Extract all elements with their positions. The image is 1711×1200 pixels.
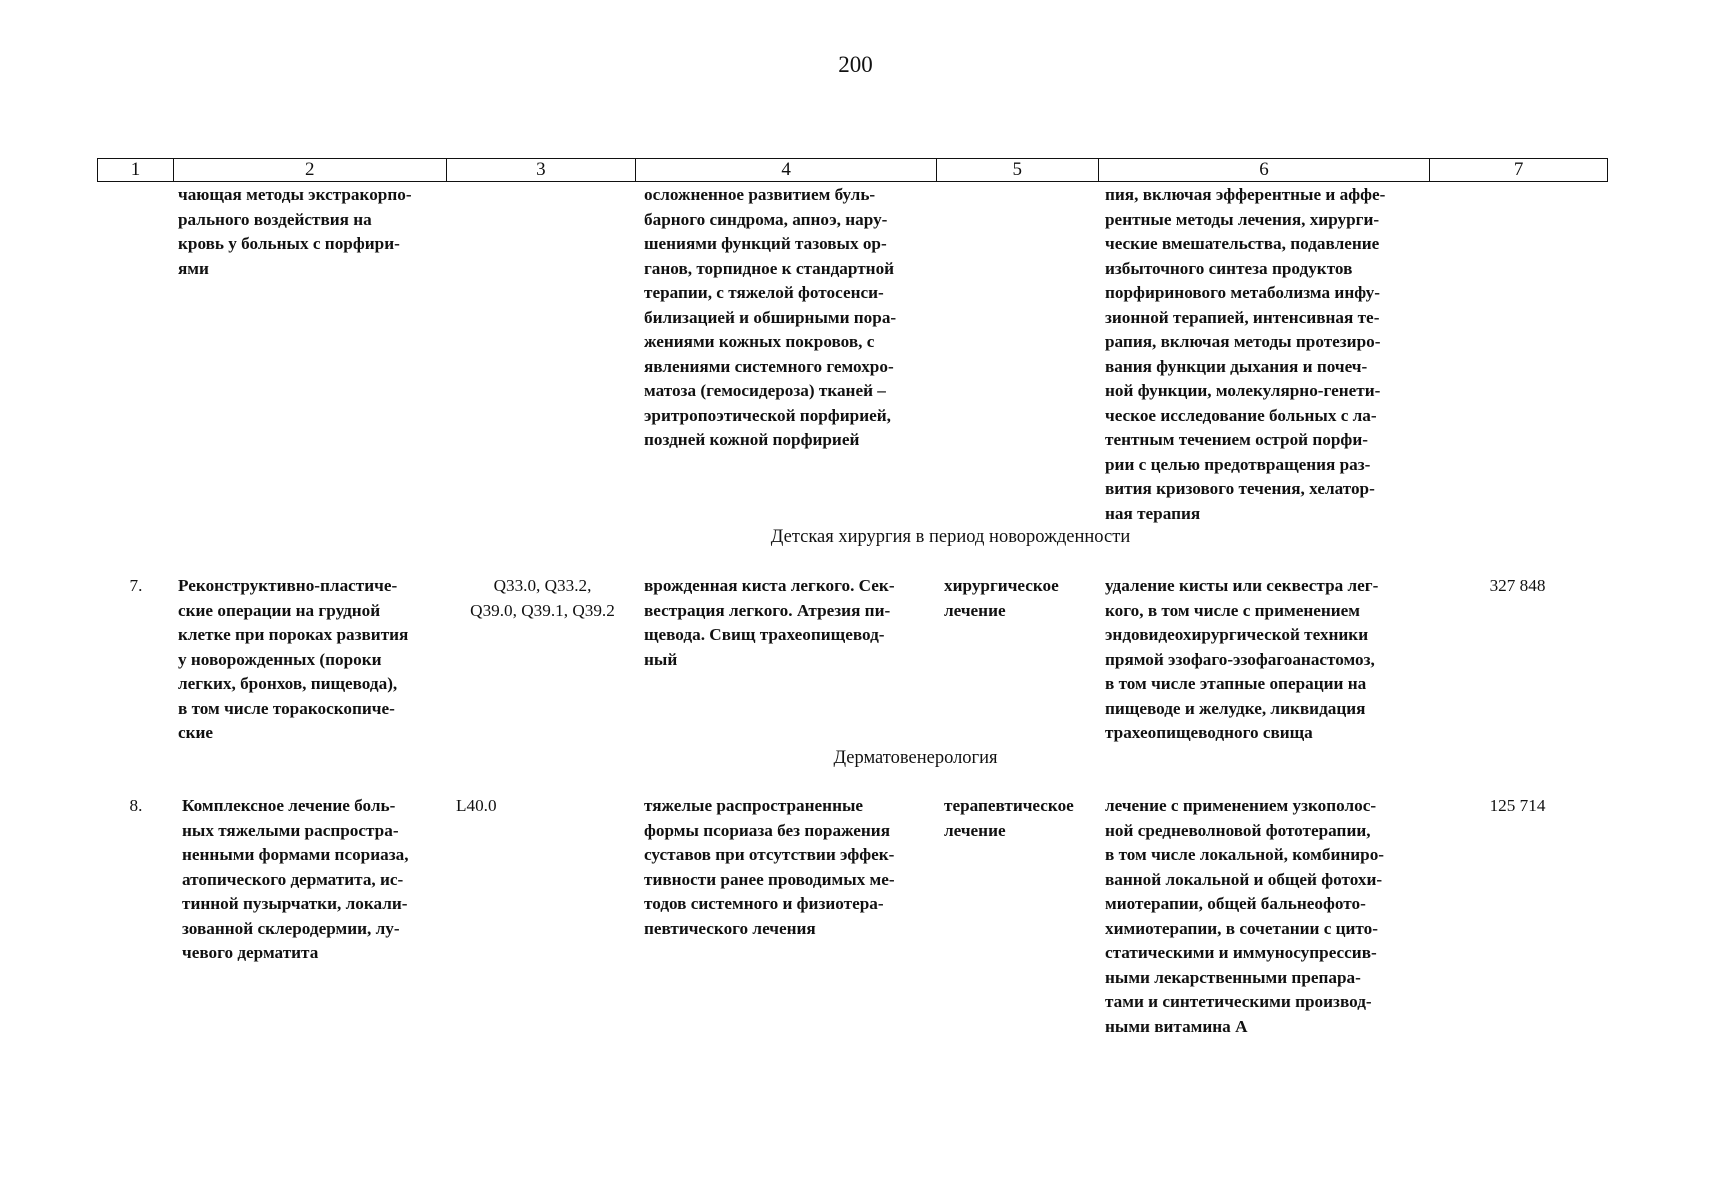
section-title-pediatric-surgery: Детская хирургия в период новорожденности [770, 527, 1131, 547]
continuation-name-cell: чающая методы экстракорпо- рального воздействия на кровь у больных с порфири- ями [178, 185, 412, 278]
row-treatment-type-cell: хирургическое лечение [944, 576, 1059, 620]
row-codes-cell: Q33.0, Q33.2, Q39.0, Q39.1, Q39.2 [470, 576, 615, 620]
column-header-6: 6 [1099, 159, 1431, 181]
continuation-method-cell: пия, включая эфферентные и аффе- рентные методы лечения, хирурги- ческие вмешательства, подавление избыточного синтеза продуктов порфиринового метаболизма инфу- зионной терапией, интенсивная те- рапия, включая методы протезиро- вания функции дыхания и почеч- ной функции, молекулярно-генети- ческое исследование больных с ла- тентным течением острой порфи- рии с целью предотвращения раз- вития кризового течения, хелатор- ная терапия [1105, 185, 1386, 523]
section-title-dermatovenereology: Дерматовенерология [833, 748, 998, 768]
row-name-cell: Реконструктивно-пластиче- ские операции на грудной клетке при пороках развития у новорожденных (пороки легких, бронхов, пищевода), в том числе торакоскопиче- ские [178, 576, 409, 742]
row-model-cell: врожденная киста легкого. Сек- вестрация легкого. Атрезия пи- щевода. Свищ трахеопищевод- ный [644, 576, 895, 669]
row-cost-cell: 327 848 [1489, 576, 1546, 595]
row-model-cell: тяжелые распространенные формы псориаза без поражения суставов при отсутствии эффек- тивности ранее проводимых ме- тодов системного и физиотера- певтического лечения [644, 796, 895, 938]
row-treatment-type-cell: терапевтическое лечение [944, 796, 1074, 840]
continuation-model-cell: осложненное развитием буль- барного синдрома, апноэ, нару- шениями функций тазовых ор- ганов, торпидное к стандартной терапии, с тяжелой фотосенси- билизацией и обширными пора- жениями кожных покровов, с явлениями системного гемохро- матоза (гемосидероза) тканей – эритропоэтической порфирией, поздней кожной порфирией [644, 185, 897, 449]
column-header-4: 4 [636, 159, 937, 181]
row-method-cell: удаление кисты или секвестра лег- кого, в том числе с применением эндовидеохирургической техники прямой эзофаго-эзофагоанастомоз, в том числе этапные операции на пищеводе и желудке, ликвидация трахеопищеводного свища [1105, 576, 1379, 742]
column-header-1: 1 [98, 159, 174, 181]
page-number: 200 [838, 52, 873, 77]
column-header-2: 2 [174, 159, 447, 181]
row-codes-cell: L40.0 [456, 796, 497, 815]
row-number-cell: 8. [129, 796, 143, 815]
column-header-5: 5 [937, 159, 1099, 181]
column-header-7: 7 [1513, 159, 1524, 180]
row-number-cell: 7. [129, 576, 143, 595]
row-name-cell: Комплексное лечение боль- ных тяжелыми распростра- ненными формами псориаза, атопического дерматита, ис- тинной пузырчатки, локали- зованной склеродермии, лу- чевого дерматита [182, 796, 409, 962]
row-cost-cell: 125 714 [1489, 796, 1546, 815]
table-column-header-row [97, 158, 1608, 182]
column-header-3: 3 [447, 159, 637, 181]
row-method-cell: лечение с применением узкополос- ной средневолновой фототерапии, в том числе локальной, комбиниро- ванной локальной и общей фотохи- миотерапии, общей бальнеофото- химиотерапии, в сочетании с цито- статическими и иммуносупрессив- ными лекарственными препара- тами и синтетическими производ- ными витамина А [1105, 796, 1385, 1036]
